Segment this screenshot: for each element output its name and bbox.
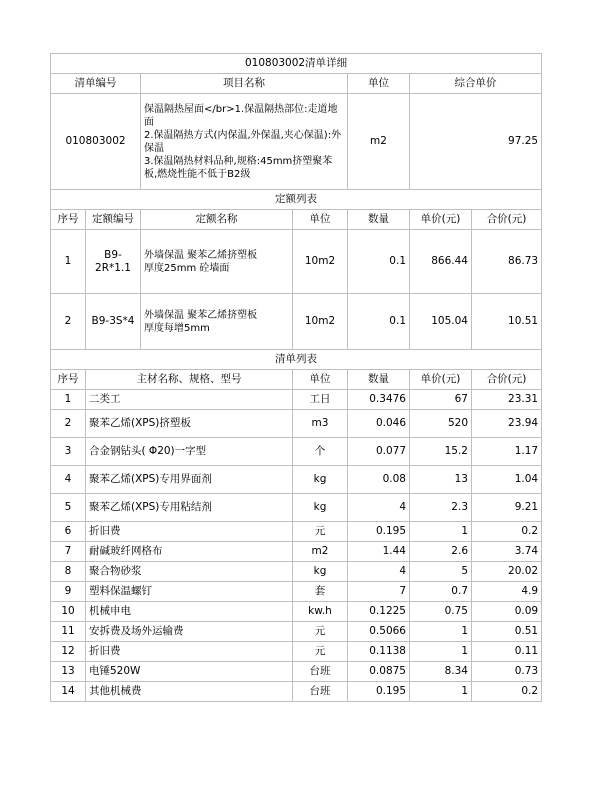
quota-unit: 10m2 [293,230,348,294]
material-total: 0.2 [472,522,542,542]
quota-total: 10.51 [472,294,542,350]
material-row [51,602,542,622]
item-row [51,94,542,190]
material-price-header: 单价(元) [410,370,472,390]
material-seq: 14 [51,682,86,702]
material-unit: 元 [293,522,348,542]
item-header-row [51,74,542,94]
material-row [51,390,542,410]
material-price: 520 [410,410,472,438]
quota-qty: 0.1 [348,230,410,294]
material-name: 机械申电 [86,602,293,622]
material-unit: m3 [293,410,348,438]
material-total: 20.02 [472,562,542,582]
material-qty: 0.3476 [348,390,410,410]
unit-header: 单位 [348,74,410,94]
material-total: 9.21 [472,494,542,522]
quota-seq: 1 [51,230,86,294]
material-unit: kg [293,466,348,494]
material-unit: kg [293,562,348,582]
material-price: 1 [410,522,472,542]
price-header: 综合单价 [410,74,542,94]
material-name: 耐碱玻纤网格布 [86,542,293,562]
material-row [51,438,542,466]
material-unit: kw.h [293,602,348,622]
material-row [51,582,542,602]
quota-unit-header: 单位 [293,210,348,230]
quota-name: 外墙保温 聚苯乙烯挤塑板 厚度25mm 砼墙面 [141,230,293,294]
material-seq: 11 [51,622,86,642]
material-seq: 8 [51,562,86,582]
material-row [51,622,542,642]
code-header: 清单编号 [51,74,141,94]
material-seq: 9 [51,582,86,602]
material-name-header: 主材名称、规格、型号 [86,370,293,390]
quota-price-header: 单价(元) [410,210,472,230]
material-qty: 0.195 [348,682,410,702]
material-total: 0.73 [472,662,542,682]
detail-table [50,53,542,702]
materials-section-title: 清单列表 [51,350,542,370]
material-unit: 个 [293,438,348,466]
quota-price: 866.44 [410,230,472,294]
material-row [51,562,542,582]
material-row [51,542,542,562]
material-total: 23.31 [472,390,542,410]
material-price: 8.34 [410,662,472,682]
material-seq: 1 [51,390,86,410]
quota-name-header: 定额名称 [141,210,293,230]
item-price: 97.25 [410,94,542,190]
quota-seq-header: 序号 [51,210,86,230]
material-name: 聚合物砂浆 [86,562,293,582]
material-price: 13 [410,466,472,494]
material-row [51,494,542,522]
material-name: 聚苯乙烯(XPS)挤塑板 [86,410,293,438]
material-price: 1 [410,642,472,662]
material-qty: 0.0875 [348,662,410,682]
title-row [51,54,542,74]
material-row [51,682,542,702]
material-unit: kg [293,494,348,522]
material-total: 3.74 [472,542,542,562]
material-total: 1.17 [472,438,542,466]
quota-total: 86.73 [472,230,542,294]
material-seq: 10 [51,602,86,622]
material-unit: 台班 [293,682,348,702]
material-seq: 12 [51,642,86,662]
quota-name: 外墙保温 聚苯乙烯挤塑板 厚度每增5mm [141,294,293,350]
material-qty: 0.046 [348,410,410,438]
item-description: 保温隔热屋面</br>1.保温隔热部位:走道地面 2.保温隔热方式(内保温,外保温,夹心保温):外保温 3.保温隔热材料品种,规格:45mm挤塑聚苯板,燃烧性能不低于B2级 [141,94,348,190]
page-title: 010803002清单详细 [51,54,542,74]
material-seq: 5 [51,494,86,522]
material-qty: 4 [348,494,410,522]
material-name: 其他机械费 [86,682,293,702]
material-unit: 元 [293,642,348,662]
material-row [51,642,542,662]
material-seq: 2 [51,410,86,438]
name-header: 项目名称 [141,74,348,94]
quota-price: 105.04 [410,294,472,350]
quota-seq: 2 [51,294,86,350]
material-qty: 4 [348,562,410,582]
quota-section-title: 定额列表 [51,190,542,210]
material-name: 合金钢钻头( Φ20)一字型 [86,438,293,466]
quota-row [51,230,542,294]
material-seq: 6 [51,522,86,542]
quota-row [51,294,542,350]
material-seq-header: 序号 [51,370,86,390]
material-row [51,466,542,494]
material-unit: 套 [293,582,348,602]
quota-unit: 10m2 [293,294,348,350]
material-total: 0.51 [472,622,542,642]
material-qty: 0.5066 [348,622,410,642]
material-name: 聚苯乙烯(XPS)专用粘结剂 [86,494,293,522]
material-total: 0.2 [472,682,542,702]
material-qty: 0.1138 [348,642,410,662]
material-qty: 7 [348,582,410,602]
quota-header-row [51,210,542,230]
material-unit: 元 [293,622,348,642]
material-price: 0.75 [410,602,472,622]
material-row [51,522,542,542]
material-price: 5 [410,562,472,582]
material-name: 聚苯乙烯(XPS)专用界面剂 [86,466,293,494]
quota-code: B9-2R*1.1 [86,230,141,294]
materials-header-row [51,370,542,390]
material-unit-header: 单位 [293,370,348,390]
material-total-header: 合价(元) [472,370,542,390]
material-price: 2.6 [410,542,472,562]
material-qty: 0.1225 [348,602,410,622]
material-qty: 1.44 [348,542,410,562]
material-row [51,410,542,438]
material-name: 电锤520W [86,662,293,682]
material-name: 塑料保温螺钉 [86,582,293,602]
material-total: 1.04 [472,466,542,494]
material-total: 0.09 [472,602,542,622]
material-name: 折旧费 [86,642,293,662]
quota-qty: 0.1 [348,294,410,350]
material-name: 折旧费 [86,522,293,542]
quota-code: B9-3S*4 [86,294,141,350]
material-price: 15.2 [410,438,472,466]
materials-section-row [51,350,542,370]
material-seq: 7 [51,542,86,562]
item-unit: m2 [348,94,410,190]
quota-section-row [51,190,542,210]
material-qty: 0.077 [348,438,410,466]
material-seq: 13 [51,662,86,682]
material-qty: 0.08 [348,466,410,494]
material-price: 1 [410,622,472,642]
material-qty: 0.195 [348,522,410,542]
material-seq: 4 [51,466,86,494]
material-price: 1 [410,682,472,702]
material-total: 4.9 [472,582,542,602]
material-unit: 台班 [293,662,348,682]
quota-qty-header: 数量 [348,210,410,230]
material-price: 0.7 [410,582,472,602]
material-unit: 工日 [293,390,348,410]
material-name: 安拆费及场外运输费 [86,622,293,642]
material-total: 23.94 [472,410,542,438]
quota-code-header: 定额编号 [86,210,141,230]
material-seq: 3 [51,438,86,466]
material-price: 2.3 [410,494,472,522]
material-total: 0.11 [472,642,542,662]
quota-total-header: 合价(元) [472,210,542,230]
material-price: 67 [410,390,472,410]
material-qty-header: 数量 [348,370,410,390]
material-unit: m2 [293,542,348,562]
material-name: 二类工 [86,390,293,410]
material-row [51,662,542,682]
item-code: 010803002 [51,94,141,190]
